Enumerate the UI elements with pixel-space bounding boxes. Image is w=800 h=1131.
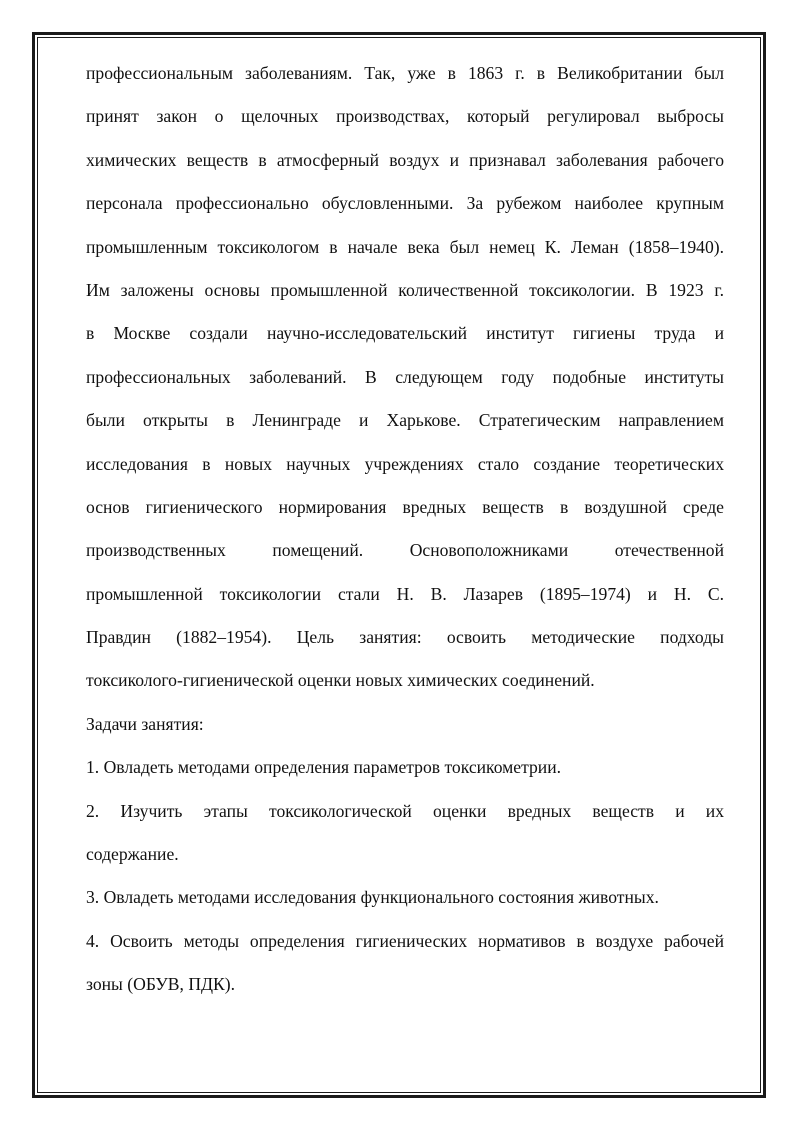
text-line: принят закон о щелочных производствах, который регулировал выбросы [86,106,724,127]
text-line: 4. Освоить методы определения гигиенических нормативов в воздухе рабочей [86,930,724,951]
task-item-2 [86,790,724,877]
task-item-3 [86,876,724,919]
text-line: основ гигиенического нормирования вредных веществ в воздушной среде [86,496,724,517]
text-line: профессиональным заболеваниям. Так, уже в 1863 г. в Великобритании был [86,63,724,83]
text-line: персонала профессионально обусловленными. За рубежом наиболее крупным [86,193,724,214]
text-line: 1. Овладеть методами определения параметров токсикометрии. [86,757,562,778]
text-line: Им заложены основы промышленной количественной токсикологии. В 1923 г. [86,279,724,300]
text-line: токсиколого-гигиенической оценки новых химических соединений. [86,670,595,691]
text-line: исследования в новых научных учреждениях стало создание теоретических [86,453,724,474]
text-line: 2. Изучить этапы токсикологической оценки вредных веществ и их [86,800,724,821]
tasks-heading: Задачи занятия: [86,713,204,734]
text-line: промышленным токсикологом в начале века был немец К. Леман (1858–1940). [86,236,724,257]
task-item-4 [86,920,724,1007]
paragraph-history [86,52,724,703]
text-line: Правдин (1882–1954). Цель занятия: освоить методические подходы [86,627,724,648]
text-line: в Москве создали научно-исследовательский институт гигиены труда и [86,323,724,344]
text-line: промышленной токсикологии стали Н. В. Лазарев (1895–1974) и Н. С. [86,583,724,604]
text-line: 3. Овладеть методами исследования функционального состояния животных. [86,887,659,908]
document-body [86,52,724,1007]
text-line: производственных помещений. Основоположниками отечественной [86,540,724,561]
text-line: профессиональных заболеваний. В следующем году подобные институты [86,366,724,387]
text-line: химических веществ в атмосферный воздух и признавал заболевания рабочего [86,149,724,170]
text-line: содержание. [86,844,179,865]
text-line: были открыты в Ленинграде и Харькове. Стратегическим направлением [86,410,724,431]
tasks-heading-paragraph [86,703,724,746]
text-line: зоны (ОБУВ, ПДК). [86,974,236,995]
task-item-1 [86,746,724,789]
